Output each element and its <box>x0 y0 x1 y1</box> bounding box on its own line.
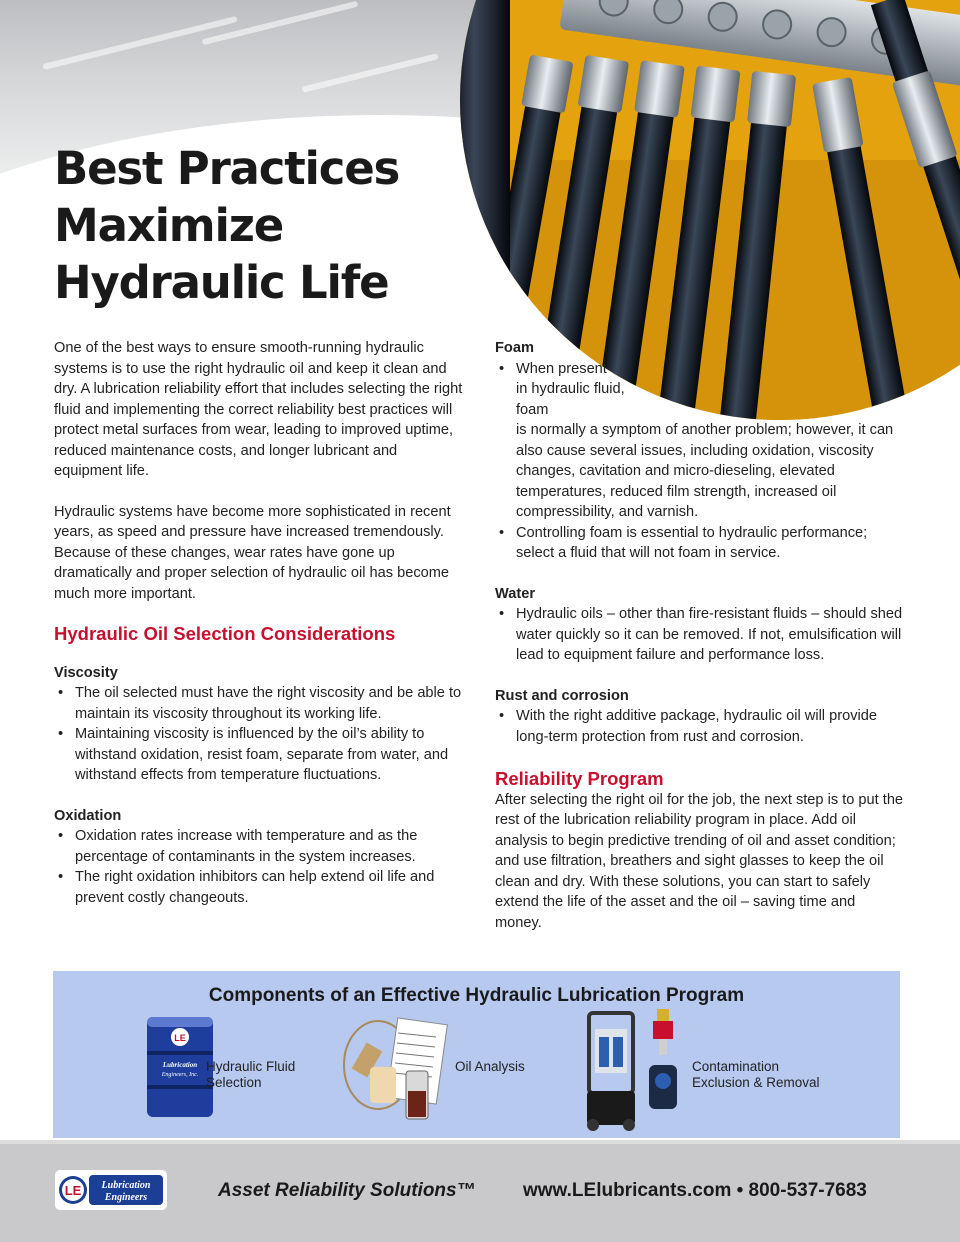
rust-heading: Rust and corrosion <box>495 687 629 704</box>
svg-text:LE: LE <box>174 1033 186 1043</box>
list-item: • The oil selected must have the right viscosity and be able to maintain its viscosity throughout its working life. <box>54 683 464 724</box>
list-item <box>495 359 905 523</box>
filtration-cart-icon <box>581 1007 701 1131</box>
oil-sample-kit-icon <box>340 1015 460 1125</box>
label-line: Selection <box>206 1075 262 1090</box>
page-title: Best Practices Maximize Hydraulic Life <box>54 142 400 309</box>
reliability-paragraph: After selecting the right oil for the job, the next step is to put the rest of the lubrication reliability program in place. Add oil analysis to begin predictive trending of oil and asset condition; and use filtration, breathers and sight glasses to keep the oil clean and dry. With these solutions, you can start to safely extend the life of the asset and the oil – saving time and money. <box>495 791 904 931</box>
component-label-contamination <box>692 1059 820 1091</box>
oxidation-list <box>54 826 464 908</box>
water-heading: Water <box>495 585 536 602</box>
label-line: Exclusion & Removal <box>692 1075 820 1090</box>
foam-heading: Foam <box>495 340 534 356</box>
foam-line: foam <box>516 401 549 418</box>
lubrication-engineers-logo <box>55 1170 167 1210</box>
viscosity-heading: Viscosity <box>54 664 118 681</box>
intro-paragraph-2: Hydraulic systems have become more sophisticated in recent years, as speed and pressure have increased tremendously. Because of these changes, wear rates have gone up dramatically and proper selection of hydraulic oil has become much more important. <box>54 503 451 602</box>
foam-line: in hydraulic fluid, <box>516 381 625 397</box>
label-line: Oil Analysis <box>455 1059 525 1074</box>
foam-line: • When present <box>516 360 607 377</box>
list-item: • Maintaining viscosity is influenced by the oil’s ability to withstand oxidation, resist foam, separate from water, and withstand effects from temperature fluctuations. <box>54 724 464 786</box>
oxidation-heading: Oxidation <box>54 807 122 824</box>
list-item: • The right oxidation inhibitors can help extend oil life and prevent costly changeouts. <box>54 867 464 908</box>
label-line: Contamination <box>692 1059 780 1074</box>
water-list <box>495 604 905 666</box>
left-column <box>54 338 464 908</box>
label-line: Hydraulic Fluid <box>206 1059 296 1074</box>
list-item: • With the right additive package, hydraulic oil will provide long-term protection from rust and corrosion. <box>495 706 905 747</box>
oil-drum-icon <box>145 1011 215 1121</box>
footer-tagline: Asset Reliability Solutions™ <box>218 1180 476 1201</box>
foam-text: is normally a symptom of another problem; however, it can also cause several issues, including oxidation, viscosity changes, cavitation and micro-dieseling, elevated temperatures, reduced film strength, increased oil compressibility, and varnish. <box>516 422 894 520</box>
logo-text-2: Engineers <box>104 1192 148 1203</box>
reliability-heading: Reliability Program <box>495 768 664 789</box>
logo-mark: LE <box>64 1183 82 1198</box>
footer-contact[interactable]: www.LElubricants.com • 800-537-7683 <box>523 1180 867 1201</box>
list-item: • Hydraulic oils – other than fire-resistant fluids – should shed water quickly so it can be removed. If not, emulsification will lead to equipment failure and performance loss. <box>495 604 905 666</box>
viscosity-list <box>54 683 464 786</box>
selection-heading: Hydraulic Oil Selection Considerations <box>54 623 396 644</box>
foam-list <box>495 359 905 564</box>
intro-paragraph-1: One of the best ways to ensure smooth-running hydraulic systems is to use the right hydraulic oil and keep it clean and dry. A lubrication reliability effort that includes selecting the right fluid and implementing the correct reliability best practices will protect metal surfaces from wear, leading to improved uptime, reduced maintenance costs, and longer lubricant and equipment life. <box>54 340 463 479</box>
component-label-analysis <box>455 1059 525 1075</box>
drum-label-2: Engineers, Inc. <box>161 1072 199 1078</box>
list-item: • Controlling foam is essential to hydraulic performance; select a fluid that will not foam in service. <box>495 523 905 564</box>
list-item: • Oxidation rates increase with temperature and as the percentage of contaminants in the system increases. <box>54 826 464 867</box>
right-column <box>495 338 905 933</box>
components-panel <box>53 971 900 1138</box>
component-label-fluid <box>206 1059 295 1091</box>
components-title: Components of an Effective Hydraulic Lubrication Program <box>208 985 745 1006</box>
rust-list <box>495 706 905 747</box>
logo-text-1: Lubrication <box>101 1180 151 1191</box>
drum-label-1: Lubrication <box>162 1061 198 1069</box>
